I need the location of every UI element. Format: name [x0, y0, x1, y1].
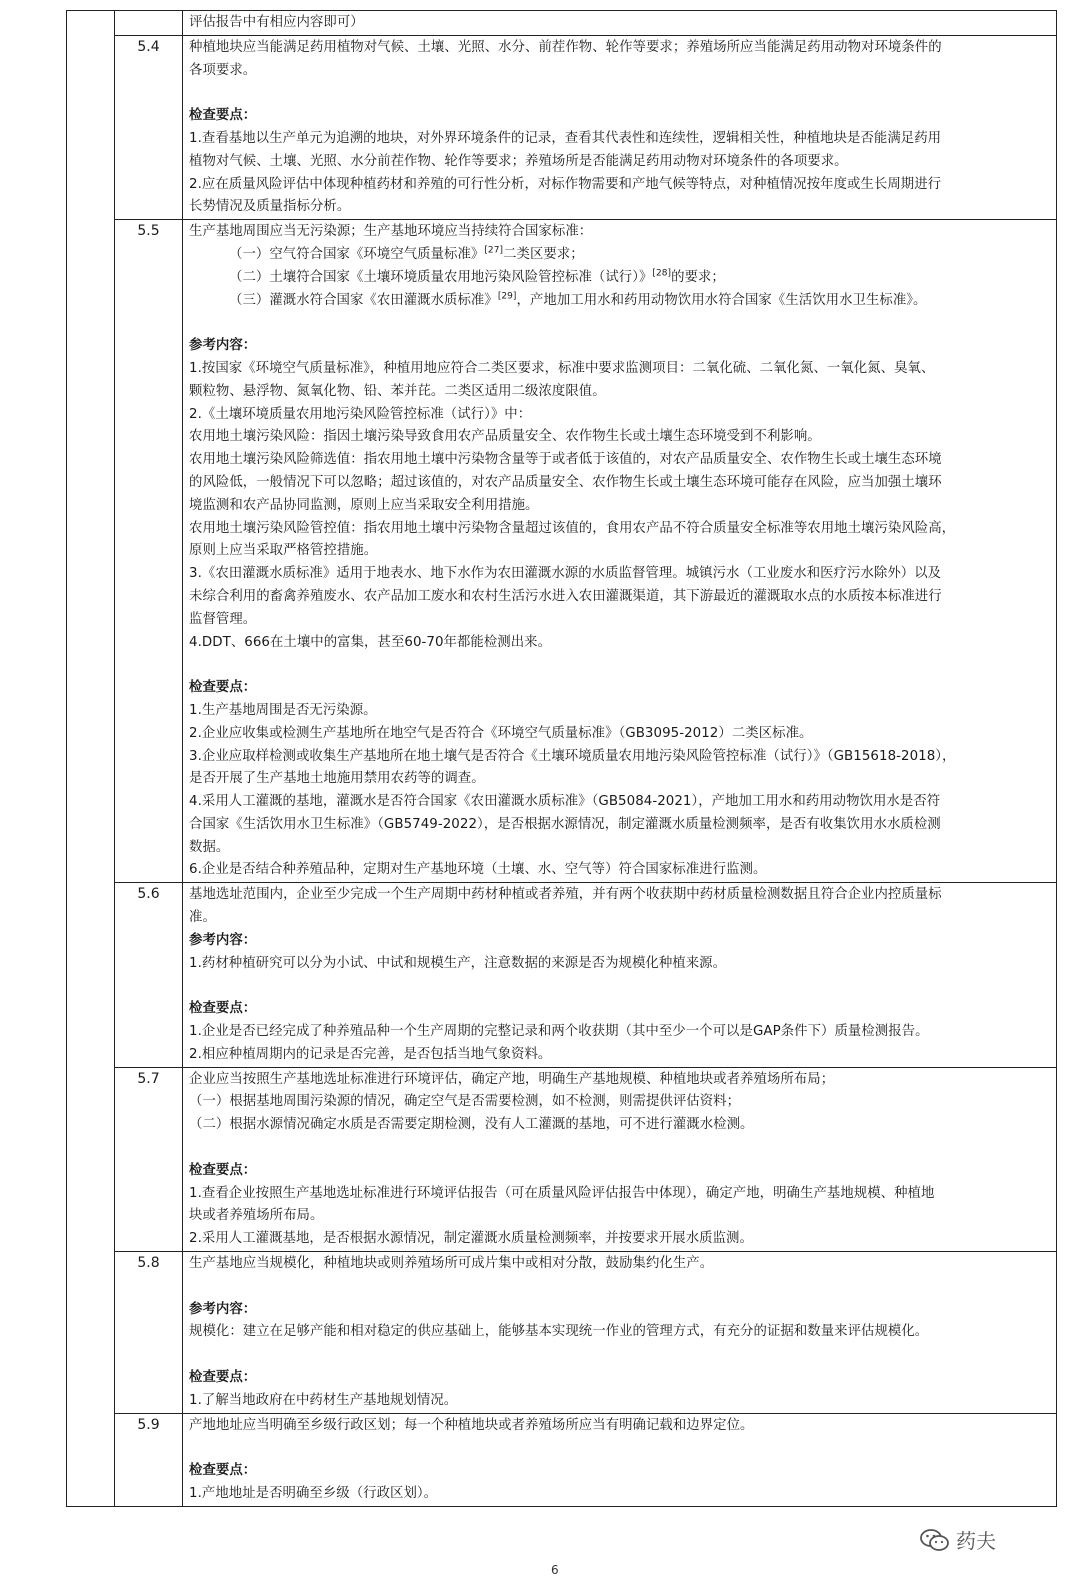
standard-text: （二）土壤符合国家《土壤环境质量农用地污染风险管控标准（试行）》 — [229, 269, 653, 285]
clause-number: 5.8 — [115, 1252, 183, 1414]
text-line: 农用地土壤污染风险：指因土壤污染导致食用农产品质量安全、农作物生长或土壤生态环境受到不利影响。 — [189, 429, 821, 445]
reference-mark: [28] — [652, 268, 672, 279]
table-row — [67, 220, 1057, 883]
text-line: 2.《土壤环境质量农用地污染风险管控标准（试行）》中： — [189, 406, 532, 422]
text-line: 1.按国家《环境空气质量标准》，种植用地应符合二类区要求，标准中要求监测项目：二氧化硫、二氧化氮、一氧化氮、臭氧、 — [189, 360, 935, 376]
table-row — [67, 11, 1057, 36]
reference-mark: [27] — [484, 245, 504, 256]
section-heading: 参考内容： — [189, 1301, 257, 1317]
clause-content — [183, 1413, 1057, 1506]
table-row — [67, 1067, 1057, 1251]
watermark — [920, 1525, 996, 1554]
text-line: 1.查看基地以生产单元为追溯的地块，对外界环境条件的记录，查看其代表性和连续性，逻辑相关性，种植地块是否能满足药用 — [189, 130, 942, 146]
text-line: 1.药材种植研究可以分为小试、中试和规模生产，注意数据的来源是否为规模化种植来源。 — [189, 955, 727, 971]
blank-line — [189, 654, 1050, 677]
text-line: 1.查看企业按照生产基地选址标准进行环境评估报告（可在质量风险评估报告中体现），确定产地，明确生产基地规模、种植地 — [189, 1185, 935, 1201]
text-line: 的风险低，一般情况下可以忽略；超过该值的，对农产品质量安全、农作物生长或土壤生态环境可能存在风险，应当加强土壤环 — [189, 474, 942, 490]
text-line: 数据。 — [189, 839, 230, 855]
clause-content — [183, 1252, 1057, 1414]
section-heading: 参考内容： — [189, 932, 257, 948]
clause-content — [183, 1067, 1057, 1251]
clause-number: 5.9 — [115, 1413, 183, 1506]
table-row — [67, 1413, 1057, 1506]
text-line: 6.企业是否结合种养殖品种，定期对生产基地环境（土壤、水、空气等）符合国家标准进行监测。 — [189, 862, 767, 878]
clause-number: 5.5 — [115, 220, 183, 883]
standard-text: （一）空气符合国家《环境空气质量标准》 — [229, 246, 485, 262]
section-heading: 检查要点： — [189, 680, 257, 696]
section-heading: 检查要点： — [189, 1370, 257, 1386]
text-line: 原则上应当采取严格管控措施。 — [189, 543, 378, 559]
text-line: 企业应当按照生产基地选址标准进行环境评估，确定产地，明确生产基地规模、种植地块或者养殖场所布局； — [189, 1071, 835, 1087]
text-line: 规模化：建立在足够产能和相对稳定的供应基础上，能够基本实现统一作业的管理方式，有充分的证据和数量来评估规模化。 — [189, 1324, 929, 1340]
table-row — [67, 883, 1057, 1067]
blank-line — [189, 1276, 1050, 1299]
text-line: （一）根据基地周围污染源的情况，确定空气是否需要检测，如不检测，则需提供评估资料； — [189, 1094, 741, 1110]
standard-text: （三）灌溉水符合国家《农田灌溉水质标准》 — [229, 292, 498, 308]
text-line: 评估报告中有相应内容即可） — [189, 15, 364, 30]
text-line: 监督管理。 — [189, 611, 257, 627]
text-line: 植物对气候、土壤、光照、水分前茬作物、轮作等要求；养殖场所是否能满足药用动物对环境条件的各项要求。 — [189, 153, 848, 169]
standard-text: 二类区要求； — [503, 246, 584, 262]
text-line: 块或者养殖场所布局。 — [189, 1208, 324, 1224]
standard-text: ，产地加工用水和药用动物饮用水符合国家《生活饮用水卫生标准》。 — [516, 292, 927, 308]
text-line: 长势情况及质量指标分析。 — [189, 199, 351, 215]
blank-line — [189, 312, 1050, 335]
wechat-icon — [920, 1528, 950, 1552]
section-heading: 检查要点： — [189, 1162, 257, 1178]
chapter-cell — [67, 11, 115, 1507]
page-number: 6 — [551, 1563, 559, 1577]
section-heading: 检查要点： — [189, 108, 257, 124]
clause-content — [183, 11, 1057, 36]
clause-content — [183, 35, 1057, 219]
text-line: 3.企业应取样检测或收集生产基地所在地土壤气是否符合《土壤环境质量农用地污染风险管控标准（试行）》（GB15618-2018）， — [189, 748, 956, 764]
blank-line — [189, 975, 1050, 998]
standard-text: 的要求； — [671, 269, 725, 285]
blank-line — [189, 1137, 1050, 1160]
text-line: 各项要求。 — [189, 62, 257, 78]
table-row — [67, 35, 1057, 219]
text-line: 颗粒物、悬浮物、氮氧化物、铅、苯并芘。二类区适用二级浓度限值。 — [189, 383, 606, 399]
standard-line — [189, 290, 1050, 313]
text-line: 生产基地周围应当无污染源；生产基地环境应当持续符合国家标准： — [189, 224, 593, 240]
text-line: 农用地土壤污染风险管控值：指农用地土壤中污染物含量超过该值的，食用农产品不符合质量安全标准等农用地土壤污染风险高， — [189, 520, 956, 536]
text-line: 2.企业应收集或检测生产基地所在地空气是否符合《环境空气质量标准》（GB3095-2012）二类区标准。 — [189, 725, 813, 741]
blank-line — [189, 1344, 1050, 1367]
text-line: 基地选址范围内，企业至少完成一个生产周期中药材种植或者养殖，并有两个收获期中药材质量检测数据且符合企业内控质量标 — [189, 887, 942, 903]
clause-number: 5.4 — [115, 35, 183, 219]
text-line: 2.应在质量风险评估中体现种植药材和养殖的可行性分析，对标作物需要和产地气候等特点，对种植情况按年度或生长周期进行 — [189, 176, 942, 192]
clause-number: 5.6 — [115, 883, 183, 1067]
text-line: 1.企业是否已经完成了种养殖品种一个生产周期的完整记录和两个收获期（其中至少一个可以是GAP条件下）质量检测报告。 — [189, 1024, 929, 1040]
text-line: 2.采用人工灌溉基地，是否根据水源情况，制定灌溉水质量检测频率，并按要求开展水质监测。 — [189, 1231, 753, 1247]
text-line: 1.生产基地周围是否无污染源。 — [189, 702, 377, 718]
text-line: 准。 — [189, 910, 216, 926]
text-line: 农用地土壤污染风险筛选值：指农用地土壤中污染物含量等于或者低于该值的，对农产品质量安全、农作物生长或土壤生态环境 — [189, 452, 942, 468]
standard-line — [189, 244, 1050, 267]
text-line: 4.DDT、666在土壤中的富集，甚至60-70年都能检测出来。 — [189, 634, 552, 650]
text-line: 未综合利用的畜禽养殖废水、农产品加工废水和农村生活污水进入农田灌溉渠道，其下游最近的灌溉取水点的水质按本标准进行 — [189, 588, 942, 604]
text-line: 产地地址应当明确至乡级行政区划；每一个种植地块或者养殖场所应当有明确记载和边界定位。 — [189, 1417, 754, 1433]
inspection-table — [66, 10, 1057, 1507]
text-line: （二）根据水源情况确定水质是否需要定期检测，没有人工灌溉的基地，可不进行灌溉水检测。 — [189, 1117, 754, 1133]
blank-line — [189, 82, 1050, 105]
clause-number: 5.7 — [115, 1067, 183, 1251]
text-line: 3.《农田灌溉水质标准》适用于地表水、地下水作为农田灌溉水源的水质监督管理。城镇污水（工业废水和医疗污水除外）以及 — [189, 566, 942, 582]
text-line: 2.相应种植周期内的记录是否完善，是否包括当地气象资料。 — [189, 1046, 552, 1062]
text-line: 种植地块应当能满足药用植物对气候、土壤、光照、水分、前茬作物、轮作等要求；养殖场所应当能满足药用动物对环境条件的 — [189, 39, 942, 55]
text-line: 1.产地地址是否明确至乡级（行政区划）。 — [189, 1486, 438, 1501]
text-line: 4.采用人工灌溉的基地，灌溉水是否符合国家《农田灌溉水质标准》（GB5084-2021），产地加工用水和药用动物饮用水是否符 — [189, 794, 941, 810]
text-line: 境监测和农产品协同监测，原则上应当采取安全利用措施。 — [189, 497, 539, 513]
blank-line — [189, 1437, 1050, 1460]
clause-content — [183, 883, 1057, 1067]
section-heading: 参考内容： — [189, 338, 257, 354]
standard-line — [189, 267, 1050, 290]
table-row — [67, 1252, 1057, 1414]
watermark-text: 药夫 — [956, 1529, 996, 1553]
text-line: 合国家《生活饮用水卫生标准》（GB5749-2022），是否根据水源情况，制定灌溉水质量检测频率，是否有收集饮用水水质检测 — [189, 816, 941, 832]
section-heading: 检查要点： — [189, 1001, 257, 1017]
clause-content — [183, 220, 1057, 883]
text-line: 1.了解当地政府在中药材生产基地规划情况。 — [189, 1392, 458, 1408]
clause-number — [115, 11, 183, 36]
text-line: 生产基地应当规模化，种植地块或则养殖场所可成片集中或相对分散，鼓励集约化生产。 — [189, 1256, 714, 1272]
text-line: 是否开展了生产基地土地施用禁用农药等的调查。 — [189, 771, 485, 787]
section-heading: 检查要点： — [189, 1463, 257, 1479]
reference-mark: [29] — [497, 291, 517, 302]
